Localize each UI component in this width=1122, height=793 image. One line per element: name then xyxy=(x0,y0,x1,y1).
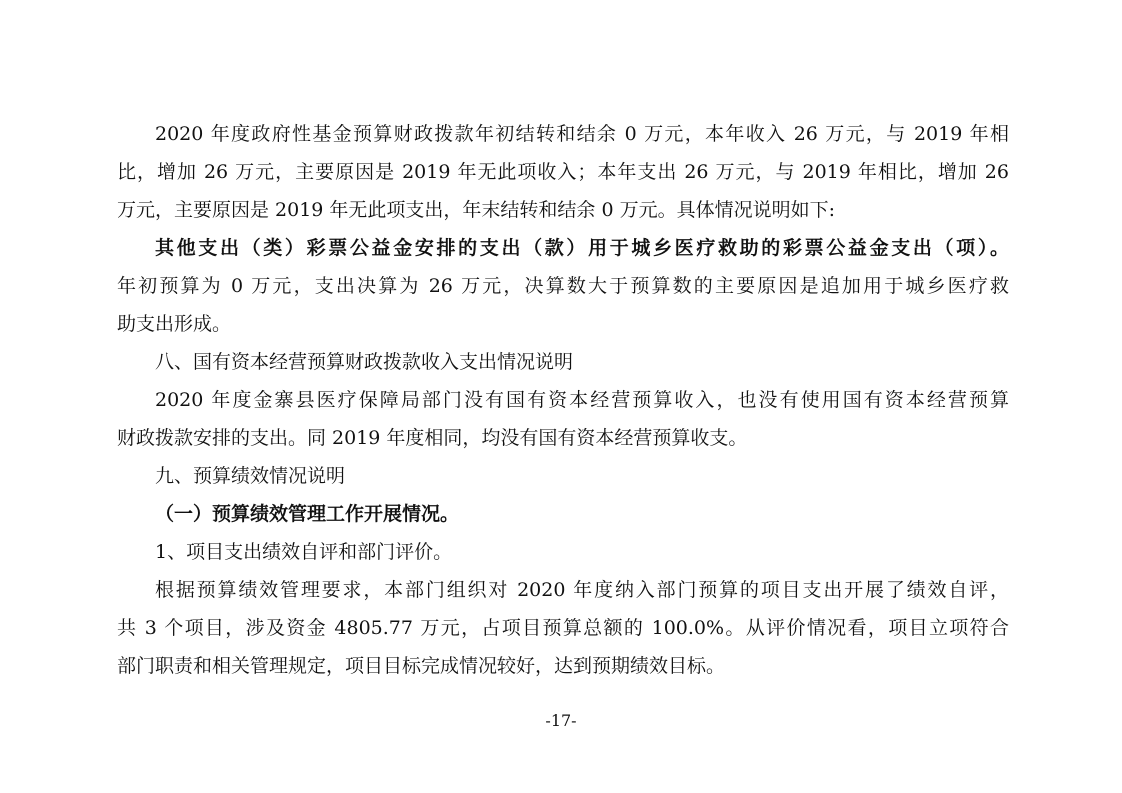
section-heading: 八、国有资本经营预算财政拨款收入支出情况说明 xyxy=(155,351,574,373)
list-item: 1、项目支出绩效自评和部门评价。 xyxy=(155,541,453,563)
paragraph-line: 年初预算为 0 万元，支出决算为 26 万元，决算数大于预算数的主要原因是追加用于城乡医疗救 xyxy=(117,275,1009,297)
paragraph-line: 万元，主要原因是 2019 年无此项支出，年末结转和结余 0 万元。具体情况说明如下: xyxy=(117,199,836,221)
section-heading: 九、预算绩效情况说明 xyxy=(155,465,346,487)
paragraph-line: 2020 年度金寨县医疗保障局部门没有国有资本经营预算收入，也没有使用国有资本经营预算 xyxy=(155,389,1009,411)
bold-item-line: 其他支出（类）彩票公益金安排的支出（款）用于城乡医疗救助的彩票公益金支出（项）。 xyxy=(155,237,1009,259)
paragraph-line: 共 3 个项目，涉及资金 4805.77 万元，占项目预算总额的 100.0%。从评价情况看，项目立项符合 xyxy=(117,617,1009,639)
paragraph-line: 财政拨款安排的支出。同 2019 年度相同，均没有国有资本经营预算收支。 xyxy=(117,427,748,449)
paragraph-line: 2020 年度政府性基金预算财政拨款年初结转和结余 0 万元，本年收入 26 万元，与 2019 年相 xyxy=(155,123,1009,145)
paragraph-line: 比，增加 26 万元，主要原因是 2019 年无此项收入；本年支出 26 万元，与 2019 年相比，增加 26 xyxy=(117,161,1009,183)
paragraph-line: 部门职责和相关管理规定，项目目标完成情况较好，达到预期绩效目标。 xyxy=(117,655,726,677)
paragraph-line: 助支出形成。 xyxy=(117,313,232,335)
paragraph-line: 根据预算绩效管理要求，本部门组织对 2020 年度纳入部门预算的项目支出开展了绩效自评， xyxy=(155,579,1009,601)
subsection-heading: （一）预算绩效管理工作开展情况。 xyxy=(155,503,460,525)
page-number: -17- xyxy=(545,711,577,730)
